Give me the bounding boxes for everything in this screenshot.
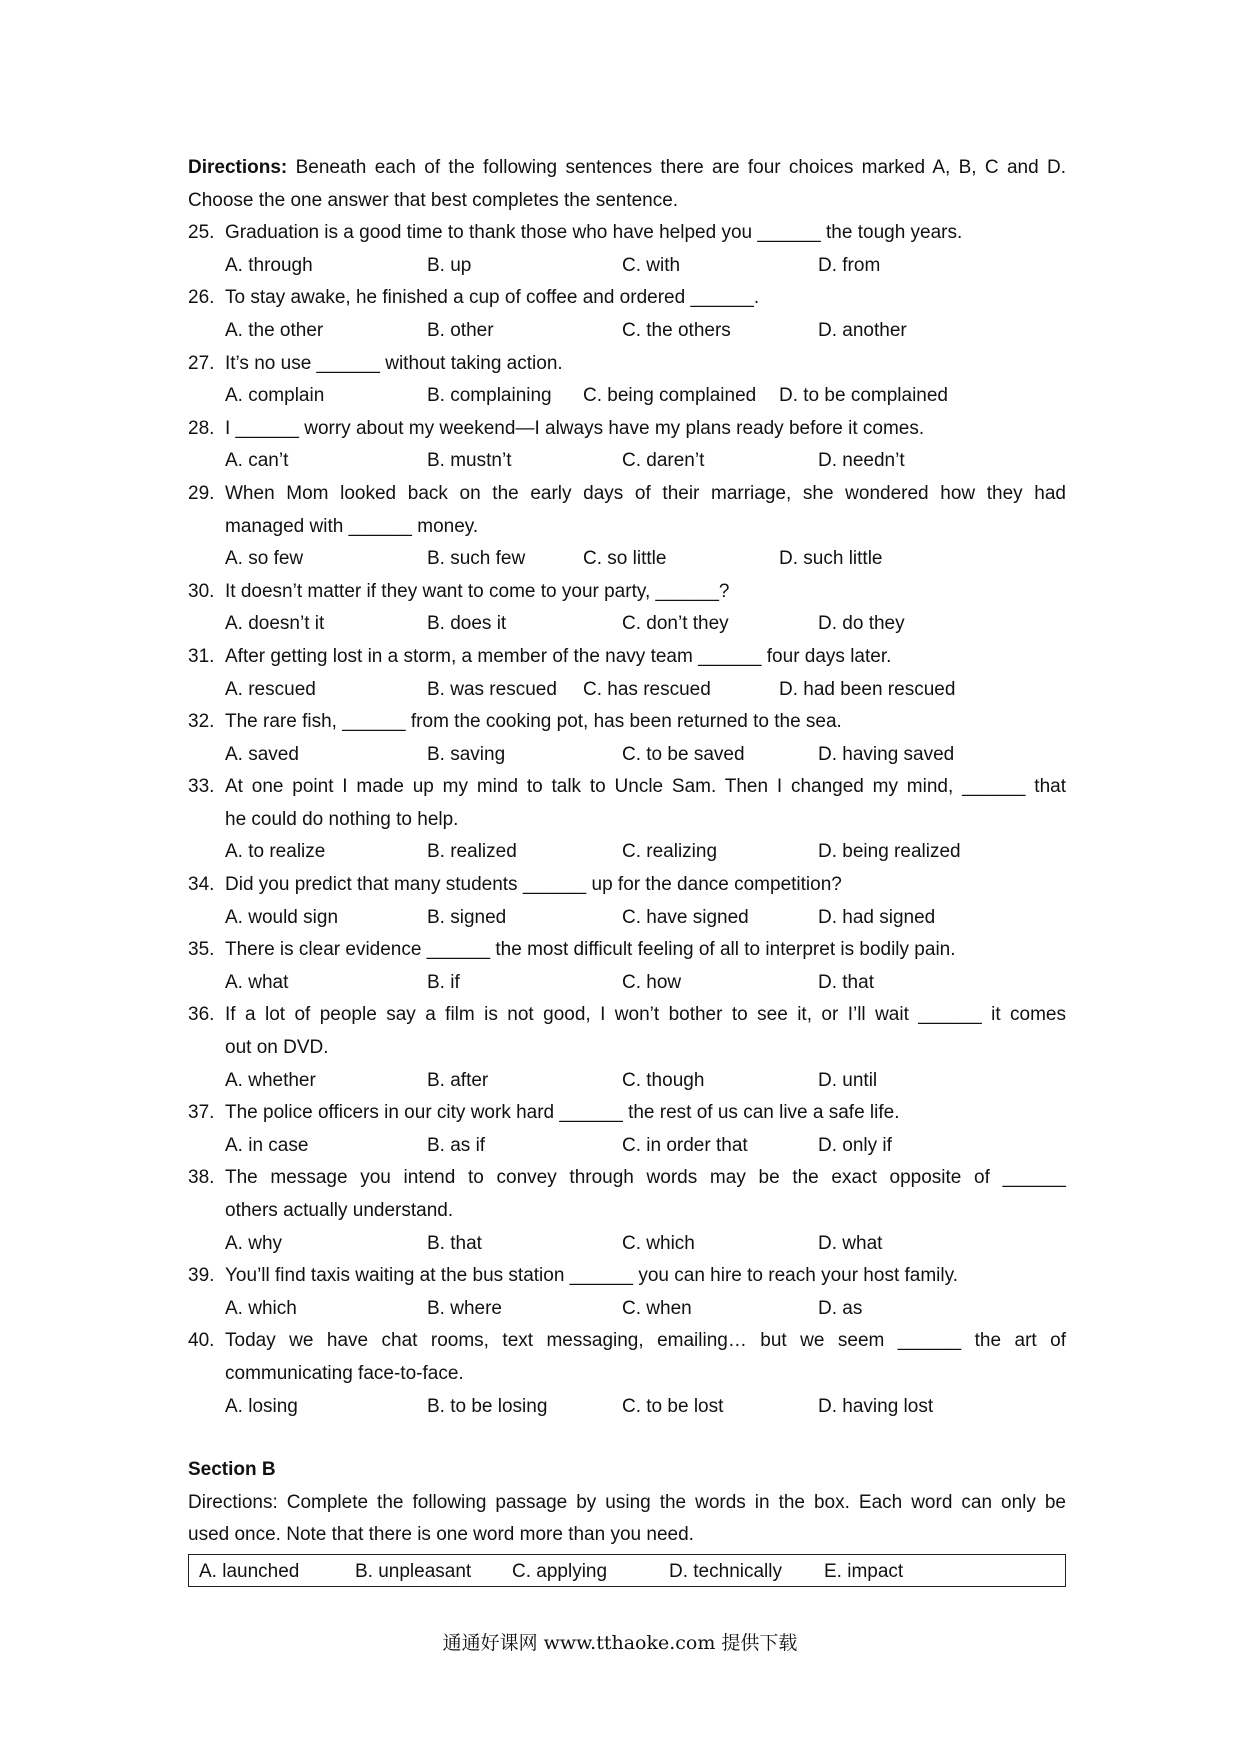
answer-option[interactable]: A. saved xyxy=(225,743,299,765)
question-text: To stay awake, he finished a cup of coffee and ordered ______. xyxy=(225,287,760,309)
question-text: There is clear evidence ______ the most difficult feeling of all to interpret is bodily pain. xyxy=(225,939,956,961)
question-text: Today we have chat rooms, text messaging, emailing… but we seem ______ the art of xyxy=(225,1330,1066,1352)
answer-option[interactable]: A. rescued xyxy=(225,678,316,700)
answer-option[interactable]: D. until xyxy=(818,1069,878,1091)
answer-option[interactable]: D. had been rescued xyxy=(779,678,956,700)
question-text: The message you intend to convey through words may be the exact opposite of ______ xyxy=(225,1167,1066,1189)
question-line xyxy=(188,1325,1066,1358)
answer-option[interactable]: D. only if xyxy=(818,1134,892,1156)
answer-option[interactable]: C. in order that xyxy=(622,1134,748,1156)
question-line xyxy=(188,869,1066,902)
question-text: If a lot of people say a film is not good, I won’t bother to see it, or I’ll wait ______ it comes xyxy=(225,1004,1066,1026)
question-number: 39. xyxy=(188,1265,215,1287)
answer-options xyxy=(225,1293,1066,1326)
answer-option[interactable]: C. don’t they xyxy=(622,613,729,635)
answer-options xyxy=(225,674,1066,707)
answer-option[interactable]: D. being realized xyxy=(818,841,961,863)
question-line xyxy=(188,1097,1066,1130)
answer-option[interactable]: B. realized xyxy=(427,841,517,863)
answer-option[interactable]: B. was rescued xyxy=(427,678,557,700)
question-line xyxy=(188,641,1066,674)
answer-option[interactable]: C. how xyxy=(622,971,682,993)
answer-option[interactable]: A. in case xyxy=(225,1134,309,1156)
question-text: It doesn’t matter if they want to come to your party, ______? xyxy=(225,580,730,602)
question-line xyxy=(188,348,1066,381)
question-list xyxy=(188,217,1066,1423)
answer-options xyxy=(225,543,1066,576)
answer-options xyxy=(225,1391,1066,1424)
question-line xyxy=(188,413,1066,446)
question-line xyxy=(188,1032,1066,1065)
directions-line-2: Choose the one answer that best completes the sentence. xyxy=(188,189,679,211)
answer-option[interactable]: D. that xyxy=(818,971,874,993)
answer-option[interactable]: D. having saved xyxy=(818,743,955,765)
answer-option[interactable]: D. from xyxy=(818,254,881,276)
answer-option[interactable]: D. to be complained xyxy=(779,385,948,407)
answer-options xyxy=(225,250,1066,283)
answer-option[interactable]: B. if xyxy=(427,971,460,993)
answer-option[interactable]: D. such little xyxy=(779,548,883,570)
answer-options xyxy=(225,739,1066,772)
question-number: 31. xyxy=(188,645,215,667)
answer-option[interactable]: C. though xyxy=(622,1069,705,1091)
question-number: 25. xyxy=(188,222,215,244)
question-text: he could do nothing to help. xyxy=(225,808,459,830)
answer-option[interactable]: B. signed xyxy=(427,906,507,928)
question-number: 34. xyxy=(188,874,215,896)
section-b-directions-2: used once. Note that there is one word more than you need. xyxy=(188,1524,694,1546)
question-number: 36. xyxy=(188,1004,215,1026)
word-box-item: B. unpleasant xyxy=(355,1560,472,1582)
question-line xyxy=(188,1260,1066,1293)
answer-option[interactable]: C. daren’t xyxy=(622,450,705,472)
answer-option[interactable]: B. saving xyxy=(427,743,506,765)
answer-option[interactable]: A. would sign xyxy=(225,906,339,928)
answer-option[interactable]: C. to be lost xyxy=(622,1395,724,1417)
answer-options xyxy=(225,967,1066,1000)
answer-options xyxy=(225,380,1066,413)
answer-option[interactable]: C. being complained xyxy=(583,385,757,407)
answer-option[interactable]: B. where xyxy=(427,1297,502,1319)
answer-option[interactable]: B. such few xyxy=(427,548,526,570)
answer-option[interactable]: D. needn’t xyxy=(818,450,905,472)
question-number: 35. xyxy=(188,939,215,961)
question-line xyxy=(188,511,1066,544)
answer-option[interactable]: A. losing xyxy=(225,1395,298,1417)
answer-option[interactable]: D. do they xyxy=(818,613,905,635)
answer-options xyxy=(225,902,1066,935)
word-box-item: E. impact xyxy=(824,1560,904,1582)
word-box xyxy=(188,1554,1066,1587)
answer-option[interactable]: C. realizing xyxy=(622,841,718,863)
question-text: At one point I made up my mind to talk to Uncle Sam. Then I changed my mind, ______ that xyxy=(225,776,1066,798)
answer-option[interactable]: B. complaining xyxy=(427,385,552,407)
question-number: 40. xyxy=(188,1330,215,1352)
question-text: Graduation is a good time to thank those who have helped you ______ the tough years. xyxy=(225,222,963,244)
question-line xyxy=(188,771,1066,804)
question-text: others actually understand. xyxy=(225,1200,454,1221)
answer-options xyxy=(225,608,1066,641)
answer-option[interactable]: D. as xyxy=(818,1297,863,1319)
section-b-directions-1: Directions: Complete the following passage by using the words in the box. Each word can only be xyxy=(188,1491,1066,1513)
answer-options xyxy=(225,1065,1066,1098)
question-text: When Mom looked back on the early days of their marriage, she wondered how they had xyxy=(225,482,1066,504)
footer-watermark: 通通好课网 www.tthaoke.com 提供下载 xyxy=(442,1632,798,1654)
answer-option[interactable]: A. through xyxy=(225,254,313,276)
question-number: 30. xyxy=(188,580,215,602)
answer-options xyxy=(225,315,1066,348)
question-text: Did you predict that many students ______ up for the dance competition? xyxy=(225,874,842,896)
answer-option[interactable]: C. the others xyxy=(622,319,731,341)
answer-option[interactable]: C. with xyxy=(622,254,681,276)
question-text: It’s no use ______ without taking action. xyxy=(225,352,563,374)
question-number: 29. xyxy=(188,482,215,504)
word-box-item: A. launched xyxy=(199,1560,300,1582)
answer-option[interactable]: B. that xyxy=(427,1232,482,1254)
answer-option[interactable]: B. up xyxy=(427,254,472,276)
question-line xyxy=(188,478,1066,511)
directions-text-1: Beneath each of the following sentences there are four choices marked A, B, C and D. xyxy=(287,157,1066,178)
answer-option[interactable]: C. which xyxy=(622,1232,695,1254)
answer-option[interactable]: D. another xyxy=(818,319,907,341)
answer-option[interactable]: A. what xyxy=(225,971,289,993)
question-number: 28. xyxy=(188,417,215,439)
question-text: managed with ______ money. xyxy=(225,515,479,537)
answer-option[interactable]: A. why xyxy=(225,1232,283,1254)
question-text: I ______ worry about my weekend—I always have my plans ready before it comes. xyxy=(225,417,925,439)
question-number: 32. xyxy=(188,711,215,733)
directions-label: Directions: xyxy=(188,157,288,178)
question-number: 26. xyxy=(188,287,215,309)
question-number: 37. xyxy=(188,1102,215,1124)
question-text: communicating face-to-face. xyxy=(225,1362,464,1384)
answer-option[interactable]: B. mustn’t xyxy=(427,450,512,472)
question-number: 27. xyxy=(188,352,215,374)
answer-option[interactable]: C. has rescued xyxy=(583,678,711,700)
question-line xyxy=(188,1195,1066,1228)
answer-option[interactable]: D. having lost xyxy=(818,1395,934,1417)
question-text: The rare fish, ______ from the cooking pot, has been returned to the sea. xyxy=(225,711,842,733)
worksheet-page xyxy=(188,152,1066,1587)
answer-options xyxy=(225,1130,1066,1163)
question-text: out on DVD. xyxy=(225,1037,329,1059)
answer-option[interactable]: A. can’t xyxy=(225,450,289,472)
answer-option[interactable]: B. to be losing xyxy=(427,1395,548,1417)
question-line xyxy=(188,1162,1066,1195)
question-text: You’ll find taxis waiting at the bus station ______ you can hire to reach your host family. xyxy=(225,1265,958,1287)
word-box-item: D. technically xyxy=(669,1560,782,1582)
answer-option[interactable]: A. doesn’t it xyxy=(225,613,325,635)
question-number: 38. xyxy=(188,1167,215,1189)
answer-option[interactable]: C. to be saved xyxy=(622,743,745,765)
question-text: After getting lost in a storm, a member of the navy team ______ four days later. xyxy=(225,645,892,667)
question-line xyxy=(188,804,1066,837)
answer-option[interactable]: C. have signed xyxy=(622,906,749,928)
answer-option[interactable]: A. the other xyxy=(225,319,324,341)
answer-option[interactable]: C. when xyxy=(622,1297,692,1319)
question-line xyxy=(188,999,1066,1032)
question-text: The police officers in our city work hard ______ the rest of us can live a safe life. xyxy=(225,1102,900,1124)
answer-option[interactable]: B. does it xyxy=(427,613,507,635)
answer-option[interactable]: B. other xyxy=(427,319,494,341)
question-line xyxy=(188,706,1066,739)
answer-options xyxy=(225,445,1066,478)
answer-option[interactable]: B. as if xyxy=(427,1134,486,1156)
word-box-item: C. applying xyxy=(512,1560,608,1582)
answer-option[interactable]: A. whether xyxy=(225,1069,316,1091)
answer-option[interactable]: B. after xyxy=(427,1069,489,1091)
question-line xyxy=(188,934,1066,967)
question-line xyxy=(188,1358,1066,1391)
answer-option[interactable]: A. to realize xyxy=(225,841,326,863)
answer-option[interactable]: C. so little xyxy=(583,548,667,570)
question-number: 33. xyxy=(188,776,215,798)
answer-option[interactable]: A. which xyxy=(225,1297,297,1319)
section-b-title: Section B xyxy=(188,1459,276,1481)
question-line xyxy=(188,217,1066,250)
answer-option[interactable]: A. complain xyxy=(225,385,325,407)
answer-option[interactable]: D. had signed xyxy=(818,906,936,928)
answer-options xyxy=(225,836,1066,869)
question-line xyxy=(188,576,1066,609)
answer-option[interactable]: A. so few xyxy=(225,548,304,570)
directions-line-1 xyxy=(188,152,1066,185)
answer-option[interactable]: D. what xyxy=(818,1232,883,1254)
answer-options xyxy=(225,1228,1066,1261)
question-line xyxy=(188,282,1066,315)
